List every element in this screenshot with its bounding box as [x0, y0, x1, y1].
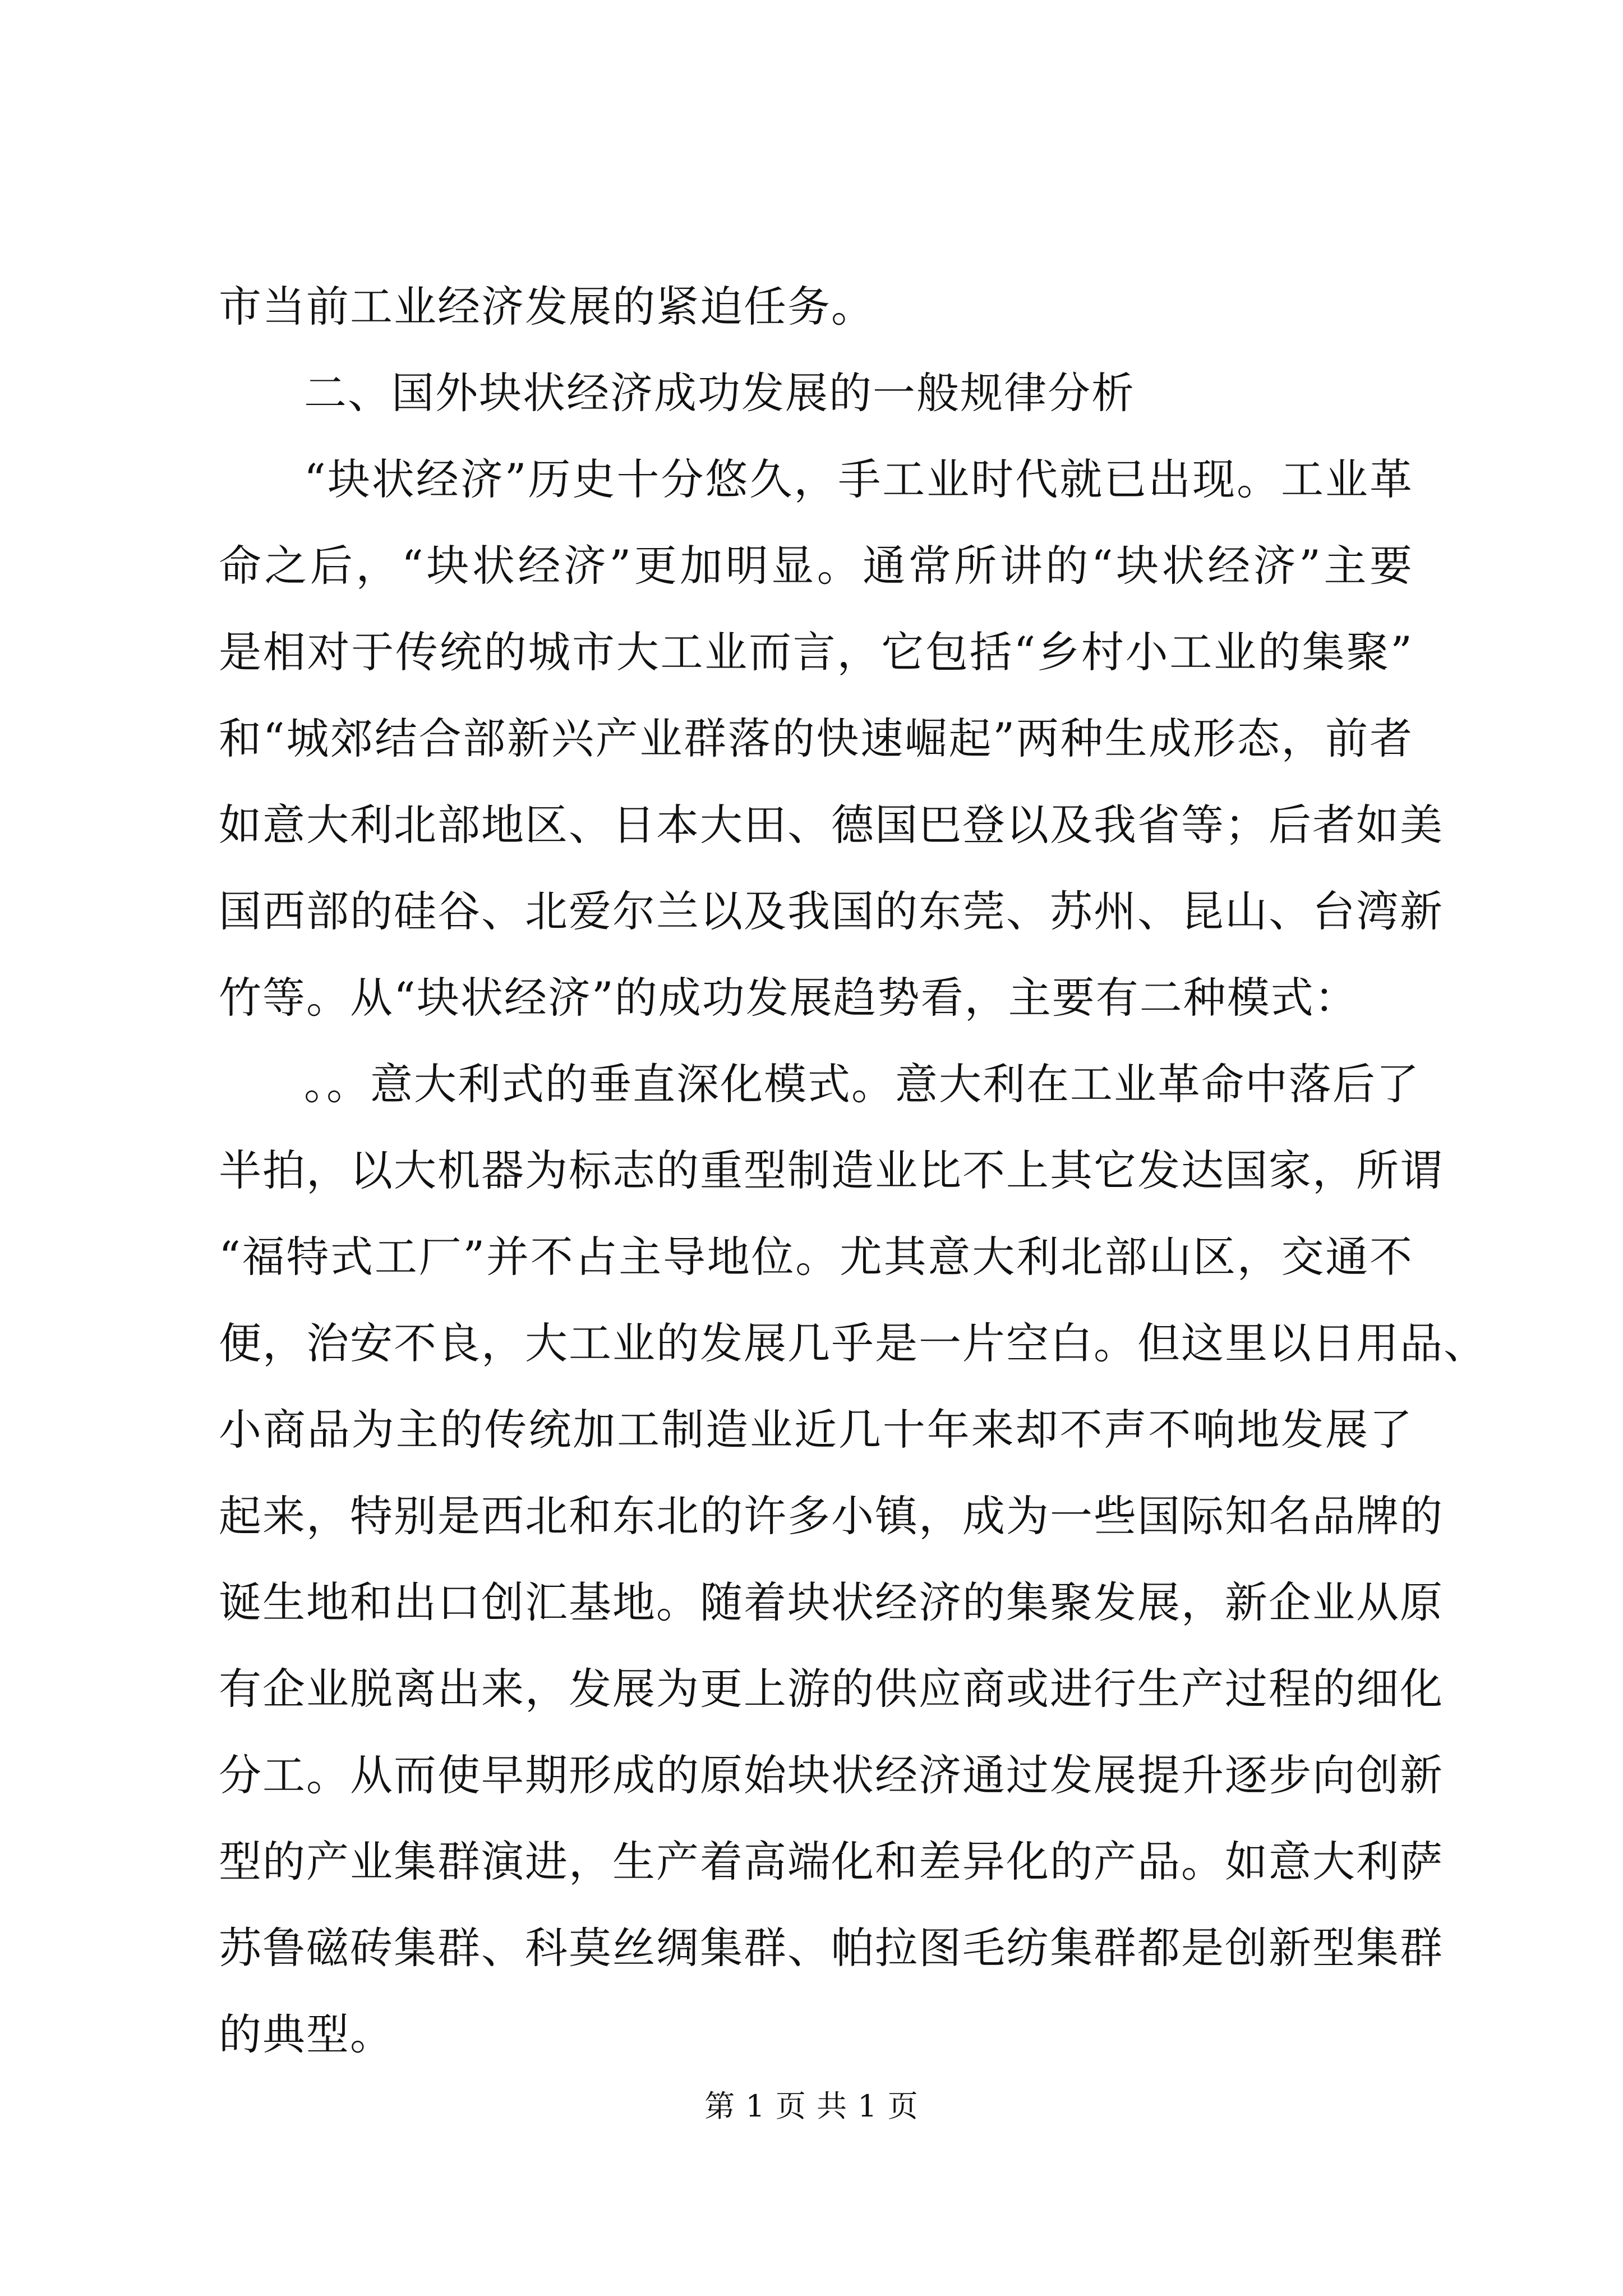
text-line: 竹等。从“块状经济”的成功发展趋势看，主要有二种模式： [219, 973, 1358, 1023]
text-line: 起来，特别是西北和东北的许多小镇，成为一些国际知名品牌的 [219, 1491, 1444, 1541]
text-line: 是相对于传统的城市大工业而言，它包括“乡村小工业的集聚” [219, 627, 1413, 677]
text-line: 分工。从而使早期形成的原始块状经济通过发展提升逐步向创新 [219, 1750, 1444, 1800]
text-line: 的典型。 [219, 2009, 394, 2059]
text-line: 如意大利北部地区、日本大田、德国巴登以及我省等；后者如美 [219, 800, 1444, 850]
text-line: 国西部的硅谷、北爱尔兰以及我国的东莞、苏州、昆山、台湾新 [219, 886, 1444, 936]
text-line: 苏鲁磁砖集群、科莫丝绸集群、帕拉图毛纺集群都是创新型集群 [219, 1923, 1444, 1973]
text-line: 诞生地和出口创汇基地。随着块状经济的集聚发展，新企业从原 [219, 1577, 1444, 1627]
text-line: 命之后，“块状经济”更加明显。通常所讲的“块状经济”主要 [219, 541, 1413, 591]
text-line: “福特式工厂”并不占主导地位。尤其意大利北部山区，交通不 [219, 1232, 1413, 1282]
text-line: 半拍，以大机器为标志的重型制造业比不上其它发达国家，所谓 [219, 1145, 1444, 1195]
page-number-footer: 第 1 页 共 1 页 [704, 2088, 919, 2124]
section-heading: 二、国外块状经济成功发展的一般规律分析 [304, 368, 1135, 418]
text-line: 有企业脱离出来，发展为更上游的供应商或进行生产过程的细化 [219, 1664, 1444, 1714]
text-line: 。。意大利式的垂直深化模式。意大利在工业革命中落后了 [304, 1059, 1420, 1109]
text-line: “块状经济”历史十分悠久，手工业时代就已出现。工业革 [304, 454, 1413, 504]
text-line: 和“城郊结合部新兴产业群落的快速崛起”两种生成形态，前者 [219, 714, 1413, 763]
text-line: 便，治安不良，大工业的发展几乎是一片空白。但这里以日用品、 [219, 1318, 1487, 1368]
text-line: 小商品为主的传统加工制造业近几十年来却不声不响地发展了 [219, 1405, 1413, 1455]
body-text [219, 264, 1487, 2078]
text-line: 市当前工业经济发展的紧迫任务。 [219, 282, 875, 332]
text-line: 型的产业集群演进，生产着高端化和差异化的产品。如意大利萨 [219, 1837, 1444, 1887]
